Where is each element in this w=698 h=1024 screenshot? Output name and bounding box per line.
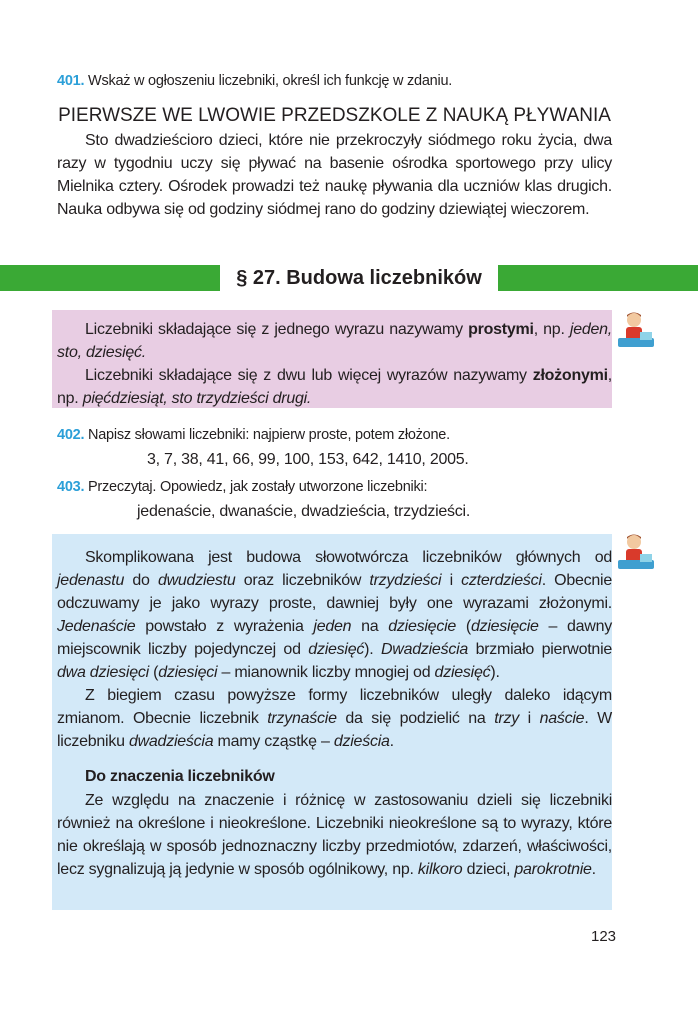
exercise-403-instruction <box>57 476 612 499</box>
italic-example: naście <box>539 710 585 727</box>
text-segment: ( <box>148 664 159 681</box>
words-list: jedenaście, dwanaście, dwadzieścia, trzydzieści. <box>137 503 471 520</box>
info-subheading: Do znaczenia liczebników <box>85 768 275 785</box>
text-segment: . W liczebniku <box>57 710 612 750</box>
text-segment: mamy cząstkę – <box>213 733 334 750</box>
text-segment: i <box>441 572 462 589</box>
paragraph <box>57 684 612 753</box>
italic-example: dziesięcie <box>470 618 539 635</box>
bold-term: prostymi <box>468 321 534 338</box>
instruction-text: Przeczytaj. Opowiedz, jak zostały utworzone liczebniki: <box>88 479 428 495</box>
text-segment: ). <box>490 664 500 681</box>
paragraph <box>57 546 612 684</box>
text-segment: Z biegiem czasu powyższe formy liczebników uległy daleko idącym zmianom. Obecnie liczebnik <box>57 687 612 727</box>
text-segment: – mianownik liczby mnogiej od <box>217 664 435 681</box>
exercise-401-instruction <box>57 70 612 93</box>
italic-example: trzy <box>494 710 519 727</box>
text-segment: , np. <box>533 321 570 338</box>
ad-title: PIERWSZE WE LWOWIE PRZEDSZKOLE Z NAUKĄ PŁYWANIA <box>58 105 611 126</box>
section-title: § 27. Budowa liczebników <box>220 262 498 294</box>
italic-example: trzydzieści <box>369 572 442 589</box>
text-segment: Skomplikowana jest budowa słowotwórcza liczebników głównych od <box>85 549 612 566</box>
text-segment: oraz liczebników <box>235 572 370 589</box>
text-segment: na <box>351 618 389 635</box>
paragraph <box>57 789 612 881</box>
text-segment: da się podzielić na <box>336 710 495 727</box>
text-segment: . Obecnie odczuwamy je jako wyrazy proste, dawniej były one wyrazami złożonymi. <box>57 572 613 612</box>
page-number: 123 <box>591 928 617 945</box>
italic-example: pięćdziesiąt, sto trzydzieści drugi. <box>82 390 312 407</box>
rule-box-text <box>57 318 612 410</box>
italic-example: Dwadzieścia <box>380 641 469 658</box>
text-segment: dzieci, <box>462 861 515 878</box>
student-illustration-icon <box>614 310 658 352</box>
text-segment: Ze względu na znaczenie i różnicę w zastosowaniu dzieli się liczebniki również na określone i nieokreślone. Liczebniki nieokreślone są to wyrazy, które nie określają w sposób jednoznaczny liczby przedmiotów, zdarzeń, właściwości, lecz sygnalizują ją jedynie w sposób ogólnikowy, np. <box>57 792 612 878</box>
paragraph <box>57 364 612 410</box>
italic-example: dwa dziesięci <box>57 664 149 681</box>
italic-example: dwadzieścia <box>128 733 214 750</box>
text-segment: ). <box>364 641 381 658</box>
italic-example: jeden, sto, dziesięć. <box>57 321 612 361</box>
italic-example: dziesięci <box>158 664 218 681</box>
exercise-number: 401. <box>57 73 85 89</box>
italic-example: jeden <box>313 618 352 635</box>
italic-example: Jedenaście <box>57 618 136 635</box>
exercise-402-instruction <box>57 424 612 447</box>
text-segment: powstało z wyrażenia <box>135 618 314 635</box>
exercise-number: 402. <box>57 427 85 443</box>
numbers-list: 3, 7, 38, 41, 66, 99, 100, 153, 642, 1410, 2005. <box>147 451 469 468</box>
instruction-text: Wskaż w ogłoszeniu liczebniki, określ ich funkcję w zdaniu. <box>88 73 453 89</box>
italic-example: dziesięć <box>434 664 491 681</box>
instruction-text: Napisz słowami liczebniki: najpierw proste, potem złożone. <box>88 427 450 443</box>
italic-example: dziesięcie <box>388 618 457 635</box>
italic-example: parokrotnie <box>514 861 592 878</box>
exercise-number: 403. <box>57 479 85 495</box>
bold-term: złożonymi <box>532 367 608 384</box>
text-segment: brzmiało pierwotnie <box>468 641 613 658</box>
text-segment: – dawny miejscownik liczby pojedynczej od <box>57 618 612 658</box>
info-box-text <box>57 546 612 753</box>
italic-example: dziesięć <box>308 641 365 658</box>
text-segment: . <box>389 733 394 750</box>
text-segment: ( <box>456 618 471 635</box>
text-segment: do <box>124 572 158 589</box>
italic-example: dwudziestu <box>157 572 236 589</box>
italic-example: dzieścia <box>333 733 390 750</box>
text-segment: Liczebniki składające się z jednego wyrazu nazywamy <box>85 321 469 338</box>
italic-example: jedenastu <box>57 572 125 589</box>
text-segment: i <box>518 710 540 727</box>
italic-example: czterdzieści <box>461 572 542 589</box>
italic-example: trzynaście <box>267 710 337 727</box>
italic-example: kilkoro <box>417 861 463 878</box>
text-segment: Liczebniki składające się z dwu lub więcej wyrazów nazywamy <box>85 367 533 384</box>
paragraph <box>57 318 612 364</box>
text-segment: . <box>591 861 596 878</box>
text-segment: , np. <box>57 367 612 407</box>
info-box-text-2 <box>57 789 612 881</box>
ad-text: Sto dwadzieścioro dzieci, które nie przekroczyły siódmego roku życia, dwa razy w tygodniu uczy się pływać na basenie ośrodka sportowego przy ulicy Mielnika cztery. Ośrodek prowadzi też naukę pływania dla uczniów klas drugich. Nauka odbywa się od godziny siódmej rano do godziny dziewiątej wieczorem. <box>57 132 612 218</box>
student-illustration-icon <box>614 532 658 574</box>
